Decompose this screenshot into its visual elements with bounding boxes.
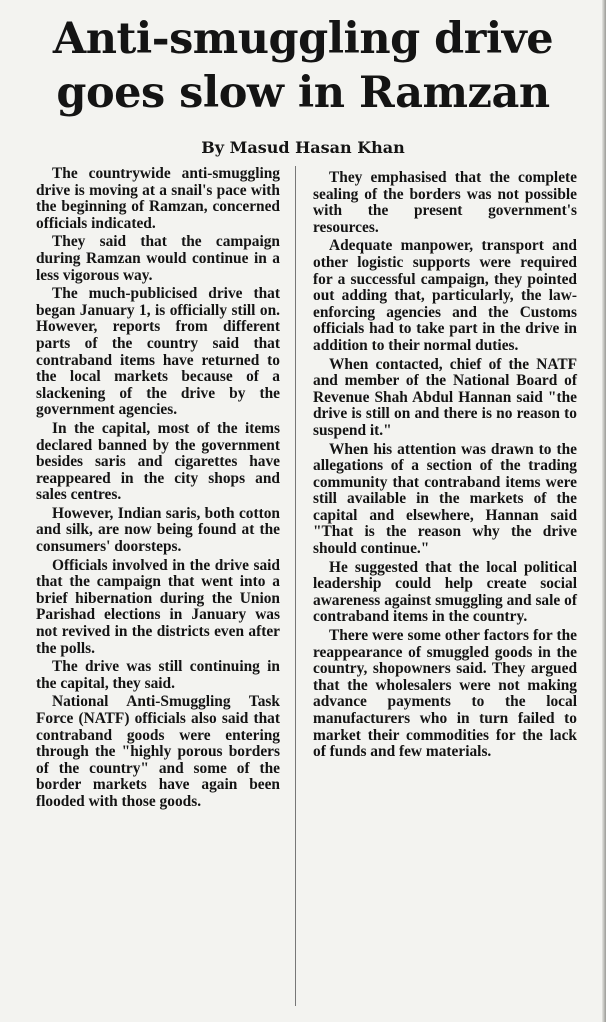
paragraph: There were some other factors for the reappearance of smuggled goods in the country, shopowners said. They argued that the wholesalers were not making advance payments to the local manufacturers who in turn failed to market their commodities for the lack of funds and few materials.	[313, 627, 577, 761]
paragraph: The much-publicised drive that began January 1, is officially still on. However, reports from different parts of the country said that contraband items have returned to the local markets because of a slackening of the drive by the government agencies.	[36, 285, 280, 419]
paragraph: He suggested that the local political leadership could help create social awareness against smuggling and sale of contraband items in the country.	[313, 558, 577, 626]
column-divider	[295, 166, 296, 1006]
paragraph: The drive was still continuing in the capital, they said.	[36, 658, 280, 692]
paragraph: National Anti-Smuggling Task Force (NATF) officials also said that contraband goods were entering through the "highly porous borders of the country" and some of the border markets have again been flooded with those goods.	[36, 693, 280, 810]
left-column	[36, 166, 280, 813]
paragraph: When his attention was drawn to the allegations of a section of the trading community that contraband items were still available in the markets of the capital and elsewhere, Hannan said "That is the reason why the drive should continue."	[313, 440, 577, 558]
paragraph: They said that the campaign during Ramzan would continue in a less vigorous way.	[36, 233, 280, 284]
paragraph: Officials involved in the drive said that the campaign that went into a brief hibernation during the Union Parishad elections in January was not revived in the districts even after the polls.	[36, 556, 280, 657]
headline-line-2: goes slow in Ramzan	[56, 68, 550, 118]
paragraph: They emphasised that the complete sealing of the borders was not possible with the present government's resources.	[313, 169, 577, 236]
paragraph: However, Indian saris, both cotton and silk, are now being found at the consumers' doorsteps.	[36, 504, 280, 556]
byline: By Masud Hasan Khan	[201, 138, 405, 157]
page-edge	[602, 0, 606, 1022]
paragraph: In the capital, most of the items declared banned by the government besides saris and cigarettes have reappeared in the city shops and sales centres.	[36, 419, 280, 504]
headline-line-1: Anti-smuggling drive	[52, 14, 554, 64]
headline	[20, 12, 586, 120]
right-column	[313, 170, 577, 763]
paragraph: When contacted, chief of the NATF and member of the National Board of Revenue Shah Abdul Hannan said "the drive is still on and there is no reason to suspend it."	[313, 355, 577, 439]
paragraph: The countrywide anti-smuggling drive is moving at a snail's pace with the beginning of Ramzan, concerned officials indicated.	[36, 165, 280, 232]
paragraph: Adequate manpower, transport and other logistic supports were required for a successful campaign, they pointed out adding that, particularly, the law-enforcing agencies and the Customs officials had to take part in the drive in addition to their normal duties.	[313, 237, 577, 354]
